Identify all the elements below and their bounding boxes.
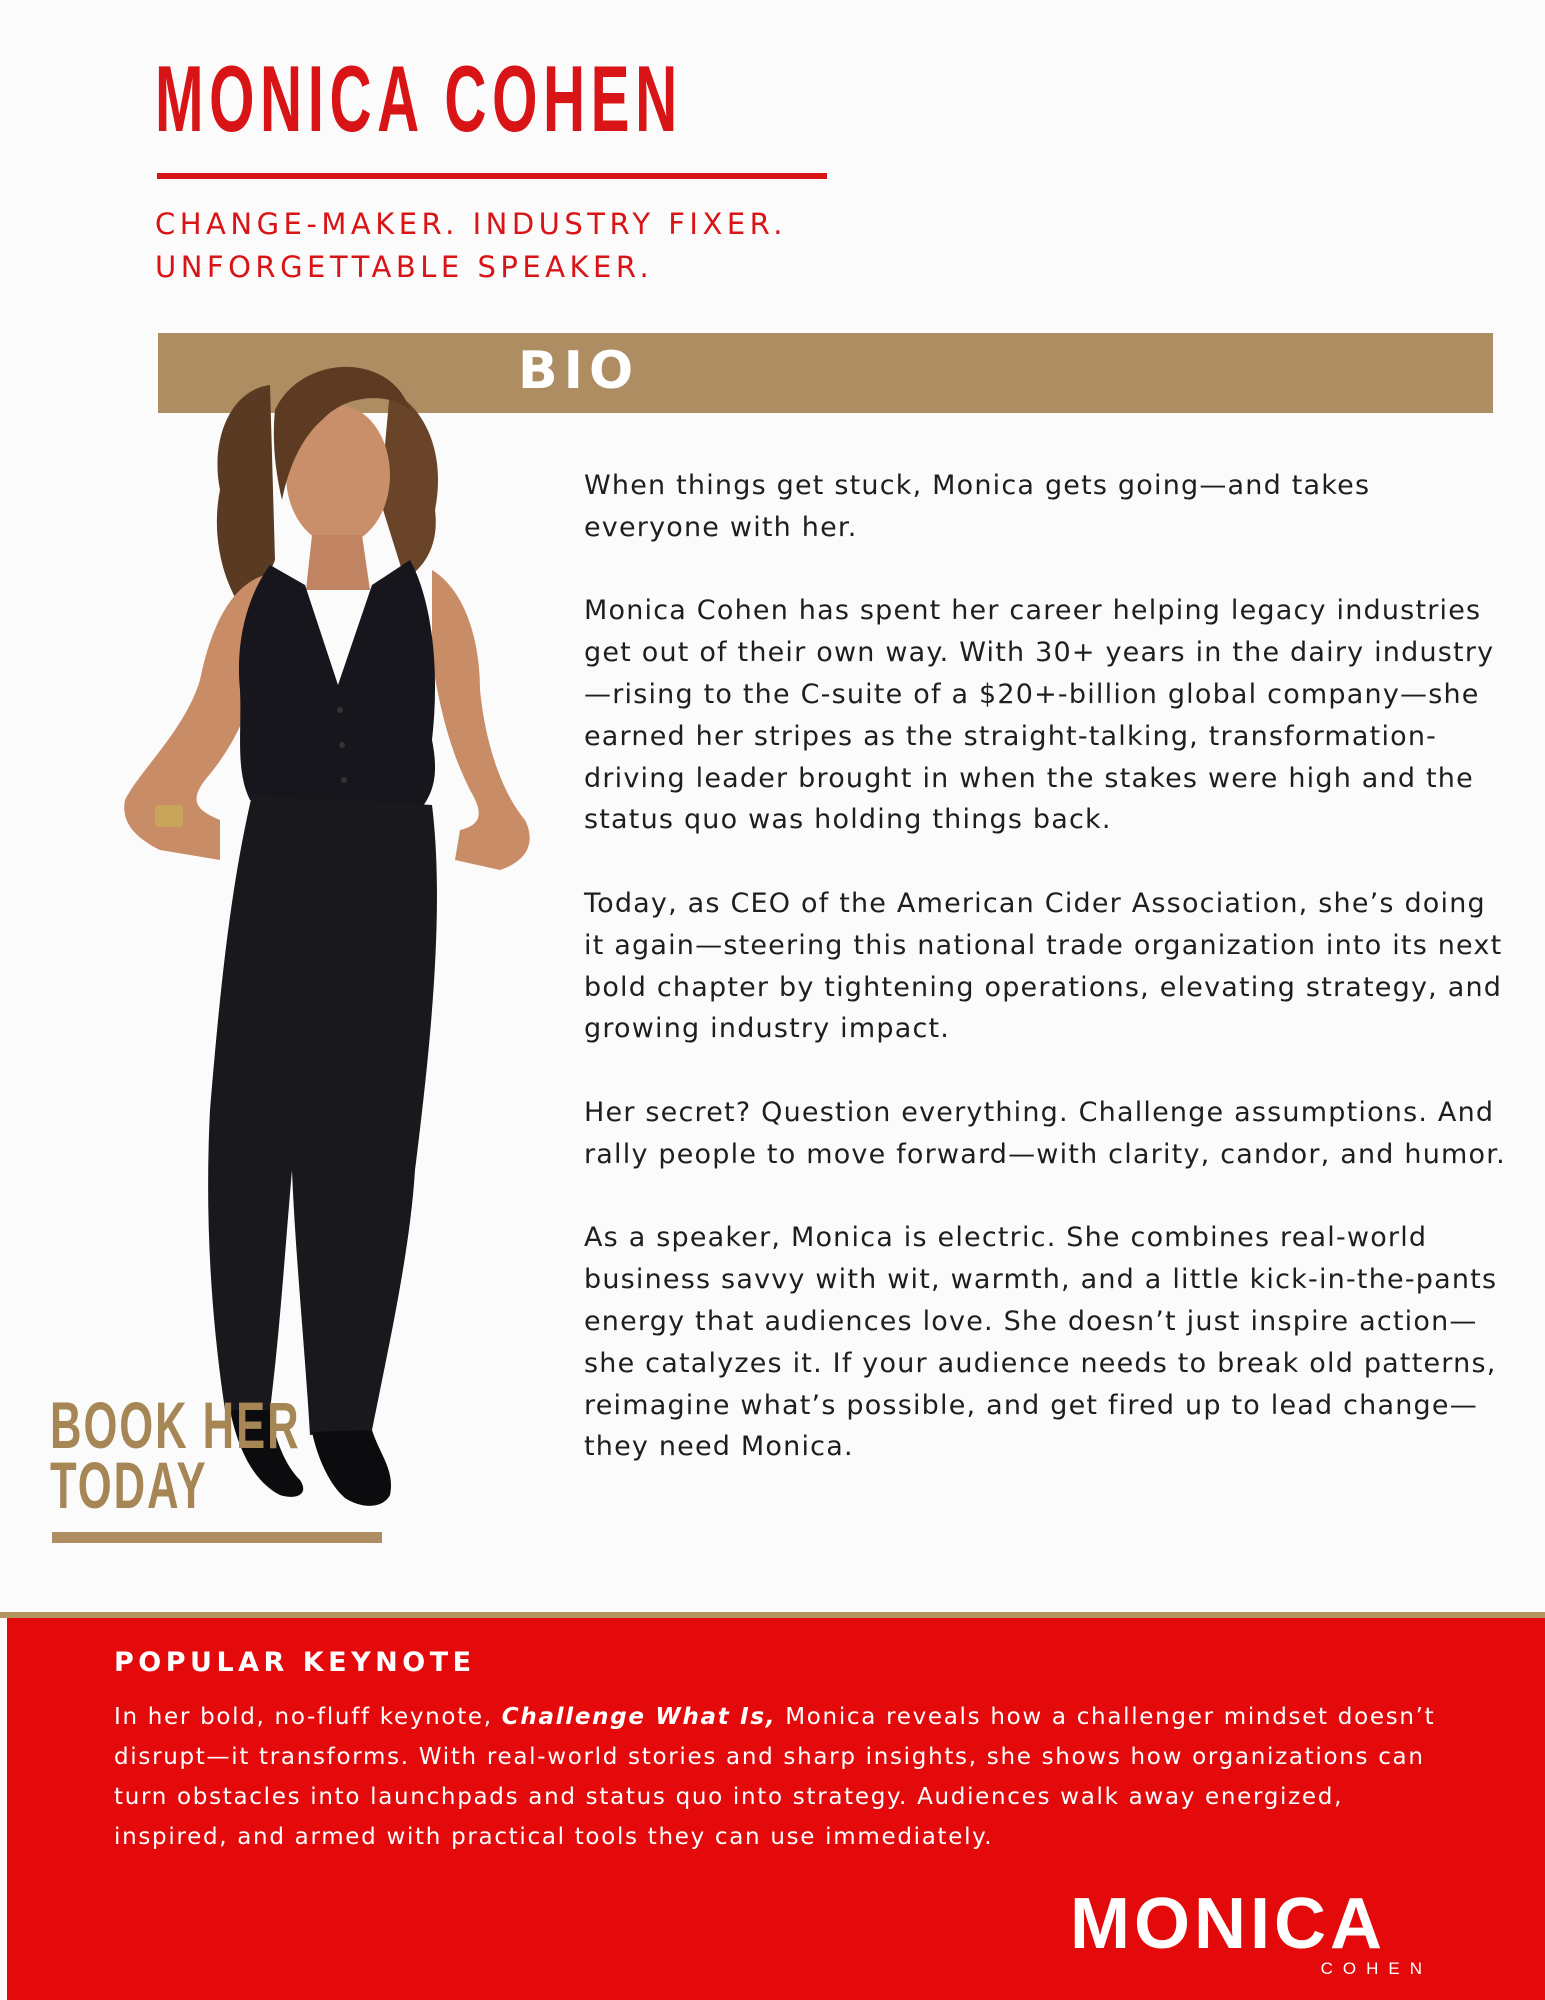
bio-paragraph: Her secret? Question everything. Challenge assumptions. And rally people to move forward—with clarity, candor, and humor. xyxy=(584,1096,1506,1170)
cta-line-1: BOOK HER xyxy=(50,1388,301,1462)
keynote-text-before: In her bold, no-fluff keynote, xyxy=(114,1704,502,1730)
tagline-line-1: CHANGE-MAKER. INDUSTRY FIXER. xyxy=(155,207,788,241)
speaker-name: MONICA COHEN xyxy=(155,46,683,151)
bio-body xyxy=(584,465,1509,1510)
speaker-photo xyxy=(60,350,570,1560)
bio-heading: BIO xyxy=(518,341,640,401)
cta-underline xyxy=(52,1532,382,1543)
tagline xyxy=(155,203,787,289)
monica-cohen-logo xyxy=(1070,1884,1440,1978)
logo-wordmark: MONICA xyxy=(1070,1884,1386,1964)
bio-paragraph: When things get stuck, Monica gets going—and takes everyone with her. xyxy=(584,470,1371,543)
bio-paragraph: As a speaker, Monica is electric. She combines real-world business savvy with wit, warmth, and a little kick-in-the-pants energy that audiences love. She doesn’t just inspire action—she catalyzes it. If your audience needs to break old patterns, reimagine what’s possible, and get fired up to lead change—they need Monica. xyxy=(584,1222,1498,1463)
keynote-heading: POPULAR KEYNOTE xyxy=(114,1647,476,1678)
book-her-today-cta[interactable] xyxy=(50,1388,301,1522)
keynote-name: Challenge What Is, xyxy=(501,1704,777,1730)
tagline-line-2: UNFORGETTABLE SPEAKER. xyxy=(155,250,654,284)
keynote-description xyxy=(114,1697,1444,1857)
cta-line-2: TODAY xyxy=(50,1448,208,1522)
name-underline xyxy=(157,173,827,179)
logo-subtext: COHEN xyxy=(1320,1959,1432,1978)
bio-paragraph: Monica Cohen has spent her career helping legacy industries get out of their own way. With 30+ years in the dairy industry—rising to the C-suite of a $20+-billion global company—she earned her stripes as the straight-talking, transformation-driving leader brought in when the stakes were high and the status quo was holding things back. xyxy=(584,595,1495,836)
bio-paragraph: Today, as CEO of the American Cider Association, she’s doing it again—steering this national trade organization into its next bold chapter by tightening operations, elevating strategy, and growing industry impact. xyxy=(584,887,1503,1045)
keynote-text-after: Monica reveals how a challenger mindset doesn’t disrupt—it transforms. With real-world stories and sharp insights, she shows how organizations can turn obstacles into launchpads and status quo into strategy. Audiences walk away energized, inspired, and armed with practical tools they can use immediately. xyxy=(114,1704,1436,1850)
